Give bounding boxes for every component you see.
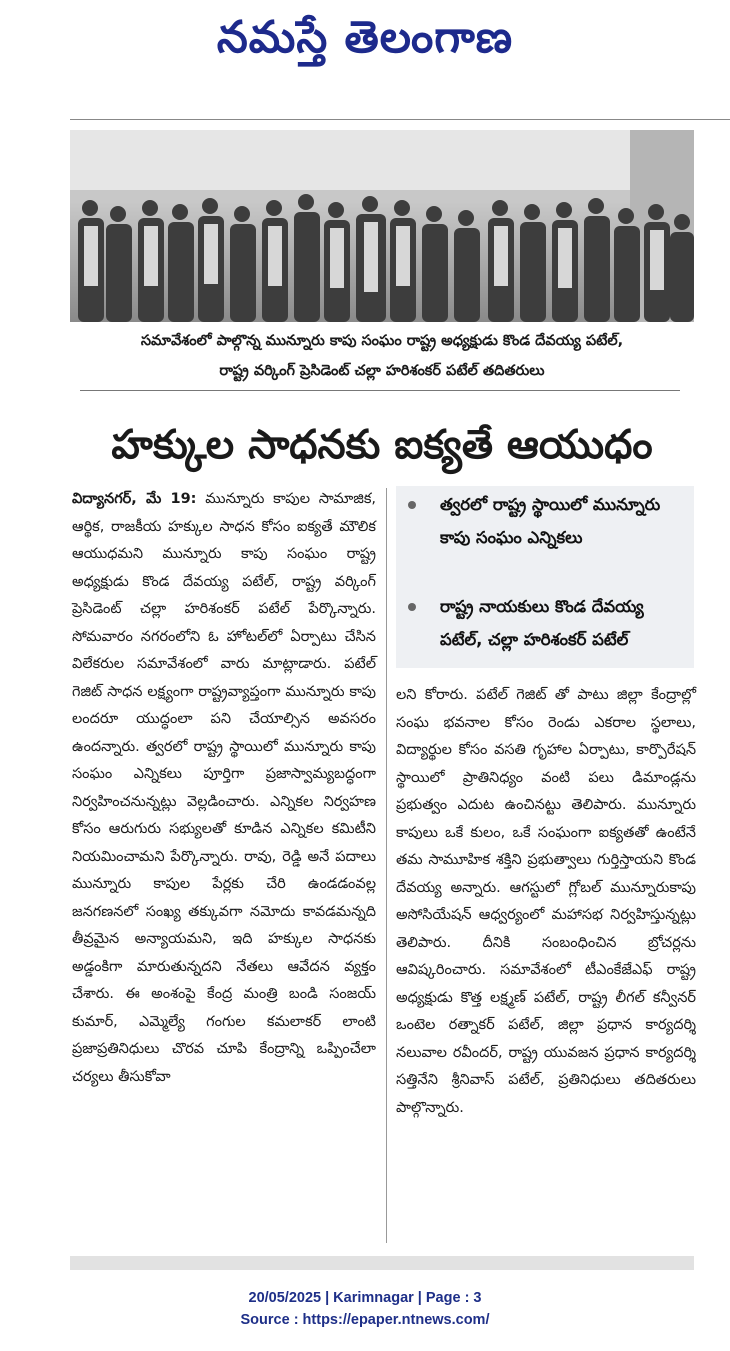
bottom-strip xyxy=(70,1256,694,1270)
caption-line-1: సమావేశంలో పాల్గొన్న మున్నూరు కాపు సంఘం రాష్ట్ర అధ్యక్షుడు కొండ దేవయ్య పటేల్, xyxy=(140,333,624,349)
article-text-right: లని కోరారు. పటేల్ గెజిట్ తో పాటు జిల్లా కేంద్రాల్లో సంఘ భవనాల కోసం రెండు ఎకరాల స్థలాలు, విద్యార్థుల కోసం వసతి గృహాల ఏర్పాటు, కార్పొరేషన్ స్థాయిలో ప్రాతినిధ్యం వంటి పలు డిమాండ్లను ప్రభుత్వం ఎదుట ఉంచినట్టు తెలిపారు. మున్నూరు కాపులు ఒకే కులం, ఒకే సంఘంగా ఐక్యతతో ఉంటేనే తమ సామూహిక శక్తిని ప్రభుత్వాలు గుర్తిస్తాయని కొండ దేవయ్య అన్నారు. ఆగస్టులో గ్లోబల్ మున్నూరుకాపు అసోసియేషన్ ఆధ్వర్యంలో మహాసభ నిర్వహిస్తున్నట్లు తెలిపారు. దీనికి సంబంధించిన బ్రోచర్లను ఆవిష్కరించారు. సమావేశంలో టీఎంకేజేఎఫ్ రాష్ట్ర అధ్యక్షుడు కొత్త లక్ష్మణ్ పటేల్, రాష్ట్ర లీగల్ కన్వీనర్ ఒంటెల రత్నాకర్ పటేల్, జిల్లా ప్రధాన కార్యదర్శి నలువాల రవీందర్, రాష్ట్ర యువజన ప్రధాన కార్యదర్శి సత్తినేని శ్రీనివాస్ పటేల్, ప్రతినిధులు తదితరులు పాల్గొన్నారు. xyxy=(396,687,696,1116)
masthead-logo: నమస్తే తెలంగాణ xyxy=(216,12,514,63)
column-divider xyxy=(386,488,387,1243)
group-photo-illustration xyxy=(70,130,694,322)
footer-source: Source : https://epaper.ntnews.com/ xyxy=(240,1312,490,1328)
bullet-icon xyxy=(408,603,416,611)
article-dateline: విద్యానగర్, మే 19: xyxy=(72,491,197,507)
group-photo xyxy=(70,130,694,322)
article-column-right xyxy=(396,682,696,1122)
footer-date-edition: 20/05/2025 | Karimnagar | Page : 3 xyxy=(248,1290,482,1306)
caption-line-2: రాష్ట్ర వర్కింగ్ ప్రెసిడెంట్ చల్లా హరిశంకర్ పటేల్ తదితరులు xyxy=(219,363,545,379)
article-headline: హక్కుల సాధనకు ఐక్యతే ఆయుధం xyxy=(111,422,653,468)
highlights-box xyxy=(396,486,694,668)
highlight-item xyxy=(408,590,690,656)
photo-caption xyxy=(70,326,694,386)
article-text-left: మున్నూరు కాపుల సామాజిక, ఆర్థిక, రాజకీయ హక్కుల సాధన కోసం ఐక్యతే మౌలిక ఆయుధమని మున్నూరు కాపు సంఘం రాష్ట్ర అధ్యక్షుడు కొండ దేవయ్య పటేల్, రాష్ట్ర వర్కింగ్ ప్రెసిడెంట్ చల్లా హరిశంకర్ పటేల్ పేర్కొన్నారు. సోమవారం నగరంలోని ఓ హోటల్‌లో ఏర్పాటు చేసిన విలేకరుల సమావేశంలో వారు మాట్లాడారు. పటేల్ గెజిట్ సాధన లక్ష్యంగా రాష్ట్రవ్యాప్తంగా మున్నూరు కాపు లందరూ యుద్ధంలా పని చేయాల్సిన అవసరం ఉందన్నారు. త్వరలో రాష్ట్ర స్థాయిలో మున్నూరు కాపు సంఘం ఎన్నికలు పూర్తిగా ప్రజాస్వామ్యబద్ధంగా నిర్వహించనున్నట్లు వెల్లడించారు. ఎన్నికల నిర్వహణ కోసం ఆరుగురు సభ్యులతో కూడిన ఎన్నికల కమిటీని నియమించామని పేర్కొన్నారు. రావు, రెడ్డి అనే పదాలు మున్నూరు కాపుల పేర్లకు చేరి ఉండడంవల్ల జనగణనలో సంఖ్య తక్కువగా నమోదు కావడమన్నది తీవ్రమైన అన్యాయమని, ఇది హక్కుల సాధనకు అడ్డంకిగా మారుతున్నదని నేతలు ఆవేదన వ్యక్తం చేశారు. ఈ అంశంపై కేంద్ర మంత్రి బండి సంజయ్ కుమార్, ఎమ్మెల్యే గంగుల కమలాకర్ లాంటి ప్రజాప్రతినిధులు చొరవ చూపి కేంద్రాన్ని ఒప్పించేలా చర్యలు తీసుకోవా xyxy=(72,491,377,1085)
highlight-text: త్వరలో రాష్ట్ర స్థాయిలో మున్నూరు కాపు సంఘం ఎన్నికలు xyxy=(440,495,661,547)
caption-divider xyxy=(80,390,680,391)
top-divider xyxy=(70,119,730,120)
highlight-text: రాష్ట్ర నాయకులు కొండ దేవయ్య పటేల్, చల్లా హరిశంకర్ పటేల్ xyxy=(440,597,644,649)
highlight-item xyxy=(408,488,690,554)
article-column-left xyxy=(72,486,376,1091)
bullet-icon xyxy=(408,501,416,509)
